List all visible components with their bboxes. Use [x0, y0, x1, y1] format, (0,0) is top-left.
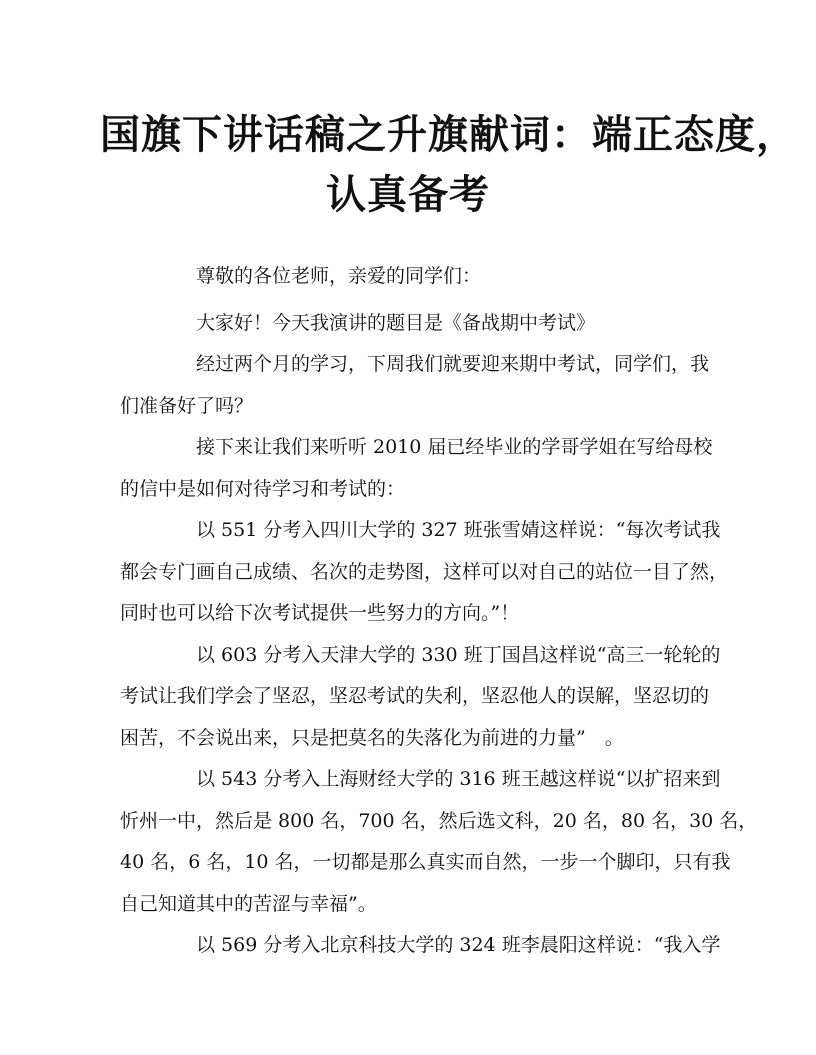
quote-paragraph-line: 忻州一中，然后是 800 名，700 名，然后选文科，20 名，80 名，30 名，: [120, 810, 758, 832]
quote-paragraph-line: 自己知道其中的苦涩与幸福”。: [120, 893, 377, 915]
greeting-line: 尊敬的各位老师，亲爱的同学们：: [196, 265, 482, 287]
speech-topic-line: 大家好！今天我演讲的题目是《备战期中考试》: [196, 312, 596, 334]
paragraph-line: 们准备好了吗？: [120, 395, 254, 417]
document-title-line-2: 认真备考: [326, 171, 490, 218]
quote-paragraph-line: 以 603 分考入天津大学的 330 班丁国昌这样说“高三一轮轮的: [196, 644, 721, 666]
paragraph-line: 的信中是如何对待学习和考试的：: [120, 478, 406, 500]
quote-paragraph-line: 40 名，6 名，10 名，一切都是那么真实而自然，一步一个脚印，只有我: [120, 851, 731, 873]
quote-paragraph-line: 考试让我们学会了坚忍，坚忍考试的失利，坚忍他人的误解，坚忍切的: [120, 685, 710, 707]
quote-paragraph-line: 以 551 分考入四川大学的 327 班张雪婧这样说：“每次考试我: [196, 519, 721, 541]
quote-paragraph-line: 以 569 分考入北京科技大学的 324 班李晨阳这样说：“我入学: [196, 934, 721, 956]
document-title-line-1: 国旗下讲话稿之升旗献词：端正态度，: [100, 111, 797, 158]
quote-paragraph-line: 都会专门画自己成绩、名次的走势图，这样可以对自己的站位一目了然，: [120, 561, 729, 583]
quote-paragraph-line: 困苦，不会说出来，只是把莫名的失落化为前进的力量” 。: [120, 727, 624, 749]
paragraph-line: 接下来让我们来听听 2010 届已经毕业的学哥学姐在写给母校: [196, 436, 713, 458]
quote-paragraph-line: 以 543 分考入上海财经大学的 316 班王越这样说“以扩招来到: [196, 768, 721, 790]
quote-paragraph-line: 同时也可以给下次考试提供一些努力的方向。”！: [120, 602, 520, 624]
paragraph-line: 经过两个月的学习，下周我们就要迎来期中考试，同学们，我: [196, 353, 710, 375]
